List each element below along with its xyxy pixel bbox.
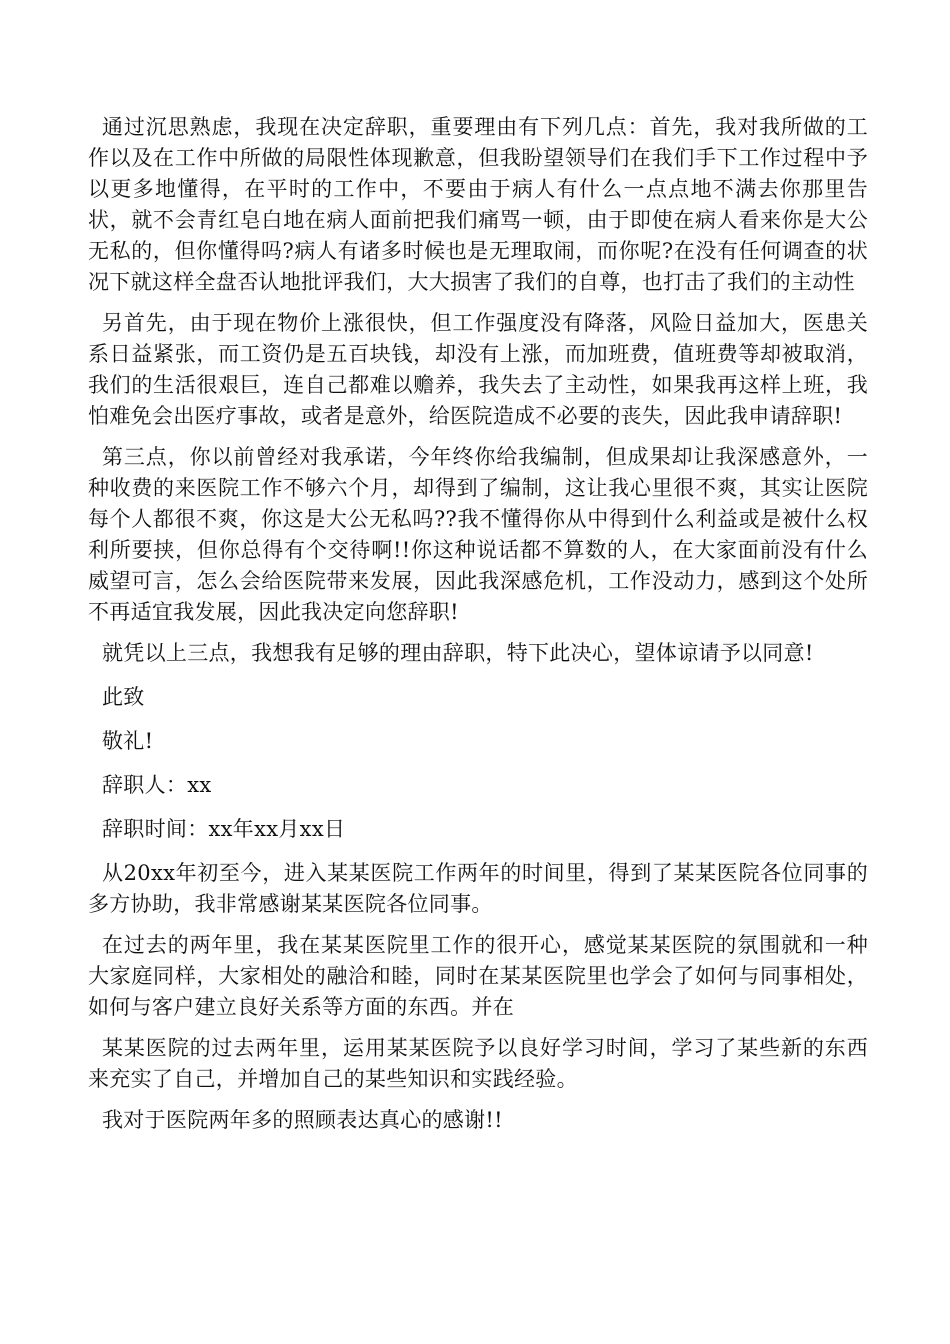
- letter-body: [88, 112, 868, 1146]
- paragraph-reasons-third: 第三点，你以前曾经对我承诺，今年终你给我编制，但成果却让我深感意外，一种收费的来医院工作不够六个月，却得到了编制，这让我心里很不爽，其实让医院每个人都很不爽，你这是大公无私吗??我不懂得你从中得到什么利益或是被什么权利所要挟，但你总得有个交待啊!!你这种说话都不算数的人，在大家面前没有什么威望可言，怎么会给医院带来发展，因此我深感危机，工作没动力，感到这个处所不再适宜我发展，因此我决定向您辞职!: [88, 445, 868, 624]
- resignation-date: 辞职时间：xx年xx月xx日: [102, 817, 346, 841]
- closing-salutation: 此致: [102, 685, 145, 709]
- closing-regards: 敬礼!: [102, 729, 154, 753]
- paragraph-reasons-first: 通过沉思熟虑，我现在决定辞职，重要理由有下列几点：首先，我对我所做的工作以及在工作中所做的局限性体现歉意，但我盼望领导们在我们手下工作过程中予以更多地懂得，在平时的工作中，不要由于病人有什么一点点地不满去你那里告状，就不会青红皂白地在病人面前把我们痛骂一顿，由于即使在病人看来你是大公无私的，但你懂得吗?病人有诸多时候也是无理取闹，而你呢?在没有任何调查的状况下就这样全盘否认地批评我们，大大损害了我们的自尊，也打击了我们的主动性: [88, 115, 868, 294]
- paragraph-reasons-second: 另首先，由于现在物价上涨很快，但工作强度没有降落，风险日益加大，医患关系日益紧张，而工资仍是五百块钱，却没有上涨，而加班费，值班费等却被取消，我们的生活很艰巨，连自己都难以赡养，我失去了主动性，如果我再这样上班，我怕难免会出医疗事故，或者是意外，给医院造成不必要的丧失，因此我申请辞职!: [88, 311, 868, 428]
- paragraph-learning: 某某医院的过去两年里，运用某某医院予以良好学习时间，学习了某些新的东西来充实了自己，并增加自己的某些知识和实践经验。: [88, 1036, 868, 1091]
- paragraph-conclusion: 就凭以上三点，我想我有足够的理由辞职，特下此决心，望体谅请予以同意!: [102, 641, 814, 665]
- paragraph-past-two-years: 在过去的两年里，我在某某医院里工作的很开心，感觉某某医院的氛围就和一种大家庭同样，大家相处的融洽和睦，同时在某某医院里也学会了如何与同事相处，如何与客户建立良好关系等方面的东西。并在: [88, 933, 868, 1019]
- resigner-name: 辞职人：xx: [102, 773, 212, 797]
- paragraph-gratitude-intro: 从20xx年初至今，进入某某医院工作两年的时间里，得到了某某医院各位同事的多方协助，我非常感谢某某医院各位同事。: [88, 861, 868, 916]
- paragraph-thanks: 我对于医院两年多的照顾表达真心的感谢!!: [102, 1108, 503, 1132]
